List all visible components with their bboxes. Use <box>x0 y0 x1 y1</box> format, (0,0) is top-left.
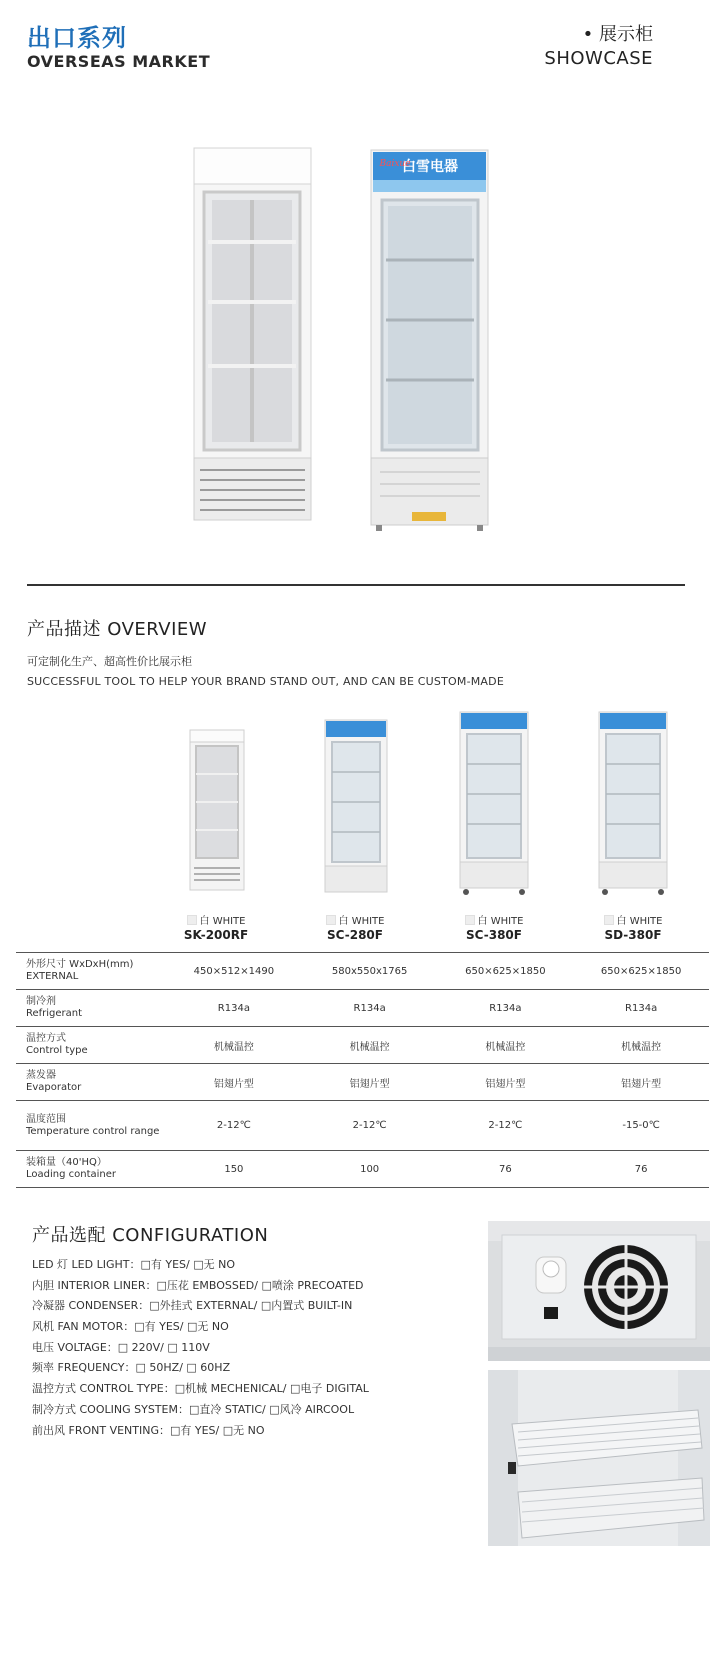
spec-value: 650×625×1850 <box>573 953 709 990</box>
color-swatch <box>326 915 336 925</box>
config-option-led: LED 灯 LED LIGHT：□有 YES/ □无 NO <box>32 1258 235 1271</box>
product-color: 白 WHITE <box>285 912 425 927</box>
spec-label: 制冷剂 Refrigerant <box>16 990 166 1027</box>
overview-description-en: SUCCESSFUL TOOL TO HELP YOUR BRAND STAND OUT, AND CAN BE CUSTOM-MADE <box>27 675 504 688</box>
spec-row-refrigerant <box>16 990 709 1027</box>
spec-label: 外形尺寸 WxDxH(mm) EXTERNAL <box>16 953 166 990</box>
config-option-cooling: 制冷方式 COOLING SYSTEM：□直冷 STATIC/ □风冷 AIRCOOL <box>32 1402 355 1416</box>
spec-row-loading <box>16 1151 709 1188</box>
spec-row-control-type <box>16 1027 709 1064</box>
power-switch-icon <box>544 1307 558 1319</box>
config-photo-control-panel <box>488 1221 710 1361</box>
spec-label: 温控方式 Control type <box>16 1027 166 1064</box>
config-option-frequency: 频率 FREQUENCY：□ 50HZ/ □ 60HZ <box>32 1361 231 1375</box>
hero-banner-text: 白雪电器 <box>402 159 458 175</box>
product-color: 白 WHITE <box>563 912 703 927</box>
spec-label: 装箱量（40'HQ） Loading container <box>16 1151 166 1188</box>
config-option-fan: 风机 FAN MOTOR：□有 YES/ □无 NO <box>32 1320 229 1334</box>
config-option-control-type: 温控方式 CONTROL TYPE：□机械 MECHENICAL/ □电子 DIGITAL <box>32 1382 369 1396</box>
product-card-sc-380f <box>424 710 564 950</box>
spec-value: 2-12℃ <box>302 1101 438 1151</box>
spec-value: 机械温控 <box>438 1027 574 1064</box>
product-color: 白 WHITE <box>146 912 286 927</box>
fan-grille-icon <box>584 1245 668 1329</box>
spec-table <box>16 952 709 1188</box>
config-photo-shelves <box>488 1370 710 1546</box>
product-image <box>563 710 703 900</box>
spec-value: R134a <box>438 990 574 1027</box>
spec-value: 650×625×1850 <box>438 953 574 990</box>
spec-value: 100 <box>302 1151 438 1188</box>
color-swatch <box>187 915 197 925</box>
color-swatch <box>604 915 614 925</box>
spec-value: -15-0℃ <box>573 1101 709 1151</box>
overview-title: 产品描述 OVERVIEW <box>27 619 208 640</box>
spec-value: 150 <box>166 1151 302 1188</box>
spec-value: 76 <box>573 1151 709 1188</box>
spec-value: R134a <box>573 990 709 1027</box>
hero-logo-text: Baixue <box>379 159 411 169</box>
spec-row-external <box>16 953 709 990</box>
product-model: SC-380F <box>466 928 522 942</box>
product-model: SC-280F <box>327 928 383 942</box>
spec-value: 铝翅片型 <box>166 1064 302 1101</box>
category-title-cn: • 展示柜 <box>582 24 653 45</box>
config-option-liner: 内胆 INTERIOR LINER：□压花 EMBOSSED/ □喷涂 PRECOATED <box>32 1278 364 1292</box>
page-header <box>0 0 725 90</box>
product-card-sk-200rf <box>146 710 286 950</box>
section-divider <box>27 584 685 586</box>
config-option-front-venting: 前出风 FRONT VENTING：□有 YES/ □无 NO <box>32 1423 265 1437</box>
spec-value: 铝翅片型 <box>438 1064 574 1101</box>
spec-label: 温度范围 Temperature control range <box>16 1101 166 1151</box>
spec-value: 机械温控 <box>166 1027 302 1064</box>
spec-value: 76 <box>438 1151 574 1188</box>
spec-value: 机械温控 <box>302 1027 438 1064</box>
product-image <box>285 710 425 900</box>
spec-value: 580x550x1765 <box>302 953 438 990</box>
hero-fridge-left <box>194 148 311 520</box>
product-card-sd-380f <box>563 710 703 950</box>
brand-title-cn: 出口系列 <box>27 24 127 52</box>
config-option-voltage: 电压 VOLTAGE：□ 220V/ □ 110V <box>32 1340 210 1354</box>
category-title-en: SHOWCASE <box>544 48 653 69</box>
spec-value: 2-12℃ <box>166 1101 302 1151</box>
spec-label: 蒸发器 Evaporator <box>16 1064 166 1101</box>
configuration-options-list <box>32 1255 472 1441</box>
thermostat-knob-icon <box>536 1257 566 1293</box>
spec-value: R134a <box>302 990 438 1027</box>
spec-row-temperature <box>16 1101 709 1151</box>
spec-value: 铝翅片型 <box>302 1064 438 1101</box>
configuration-title: 产品选配 CONFIGURATION <box>32 1225 269 1246</box>
config-option-condenser: 冷凝器 CONDENSER：□外挂式 EXTERNAL/ □内置式 BUILT-IN <box>32 1299 353 1313</box>
spec-value: 450×512×1490 <box>166 953 302 990</box>
spec-value: R134a <box>166 990 302 1027</box>
spec-value: 铝翅片型 <box>573 1064 709 1101</box>
spec-value: 2-12℃ <box>438 1101 574 1151</box>
overview-description-cn: 可定制化生产、超高性价比展示柜 <box>27 655 192 668</box>
product-image <box>424 710 564 900</box>
product-card-sc-280f <box>285 710 425 950</box>
product-model: SD-380F <box>604 928 662 942</box>
product-lineup <box>0 710 725 950</box>
color-swatch <box>465 915 475 925</box>
hero-fridge-right <box>371 150 488 531</box>
product-model: SK-200RF <box>183 928 249 942</box>
product-color: 白 WHITE <box>424 912 564 927</box>
hero-illustration <box>0 140 725 540</box>
product-image <box>146 710 286 900</box>
spec-value: 机械温控 <box>573 1027 709 1064</box>
hero-product-images <box>0 140 725 540</box>
spec-row-evaporator <box>16 1064 709 1101</box>
brand-title-en: OVERSEAS MARKET <box>27 52 211 71</box>
